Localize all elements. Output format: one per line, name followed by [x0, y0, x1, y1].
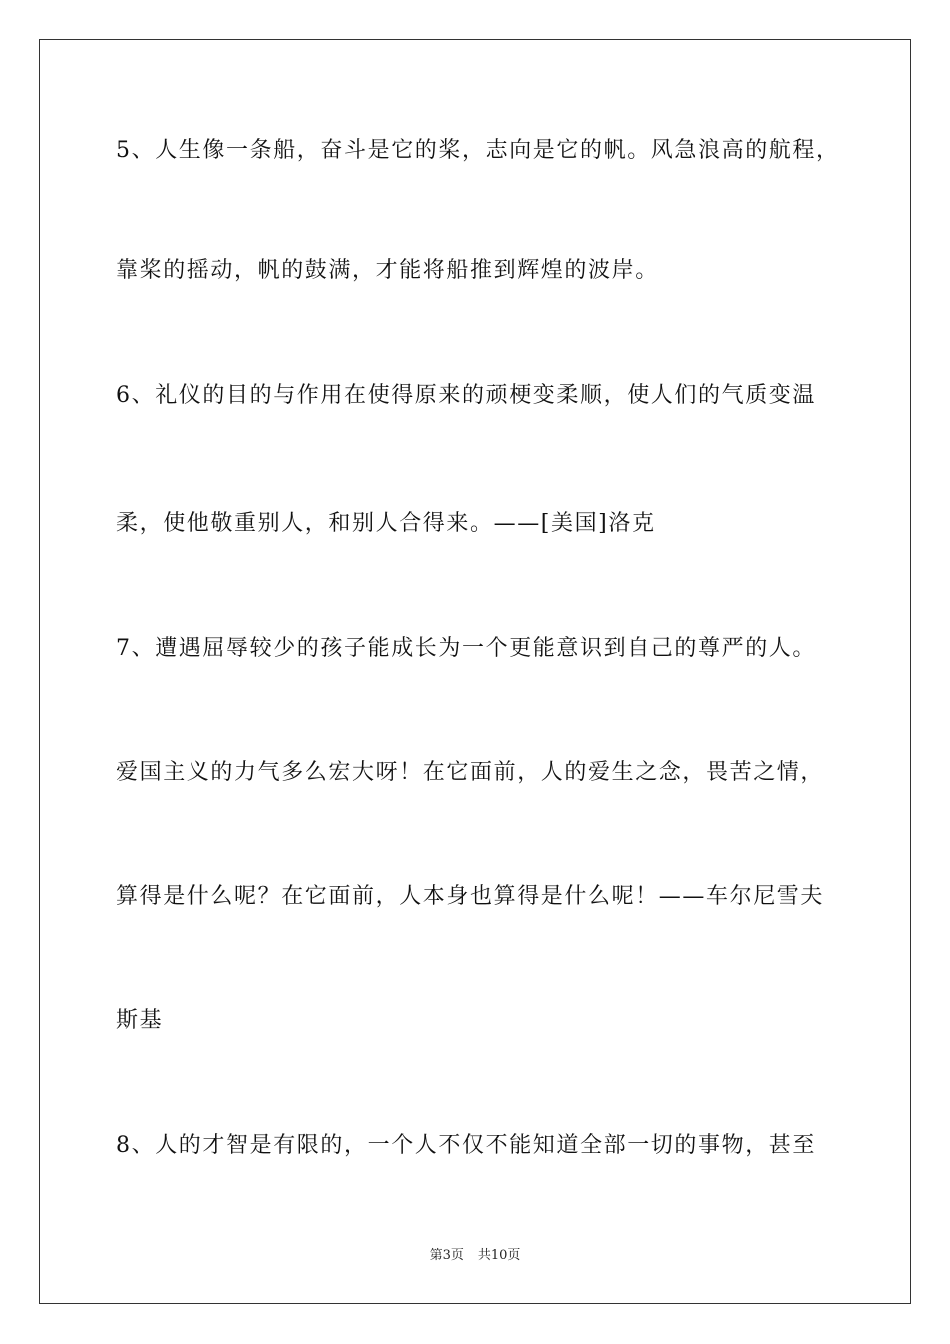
text-line: 5、人生像一条船，奋斗是它的桨，志向是它的帆。风急浪高的航程，: [116, 138, 840, 163]
page-total: 共10页: [477, 1248, 521, 1263]
text-line: 算得是什么呢？在它面前，人本身也算得是什么呢！——车尔尼雪夫: [116, 884, 825, 909]
text-line: 8、人的才智是有限的，一个人不仅不能知道全部一切的事物，甚至: [116, 1133, 816, 1158]
text-line: 柔，使他敬重别人，和别人合得来。——[美国]洛克: [116, 511, 656, 536]
text-line: 斯基: [116, 1008, 164, 1033]
page-footer: [0, 1247, 950, 1265]
page-border: [39, 39, 911, 1304]
text-line: 6、礼仪的目的与作用在使得原来的顽梗变柔顺，使人们的气质变温: [116, 383, 816, 408]
text-line: 靠桨的摇动，帆的鼓满，才能将船推到辉煌的波岸。: [116, 258, 659, 283]
text-line: 爱国主义的力气多么宏大呀！在它面前，人的爱生之念，畏苦之情，: [116, 760, 825, 785]
text-line: 7、遭遇屈辱较少的孩子能成长为一个更能意识到自己的尊严的人。: [116, 636, 816, 661]
page-number: 第3页: [429, 1248, 464, 1263]
